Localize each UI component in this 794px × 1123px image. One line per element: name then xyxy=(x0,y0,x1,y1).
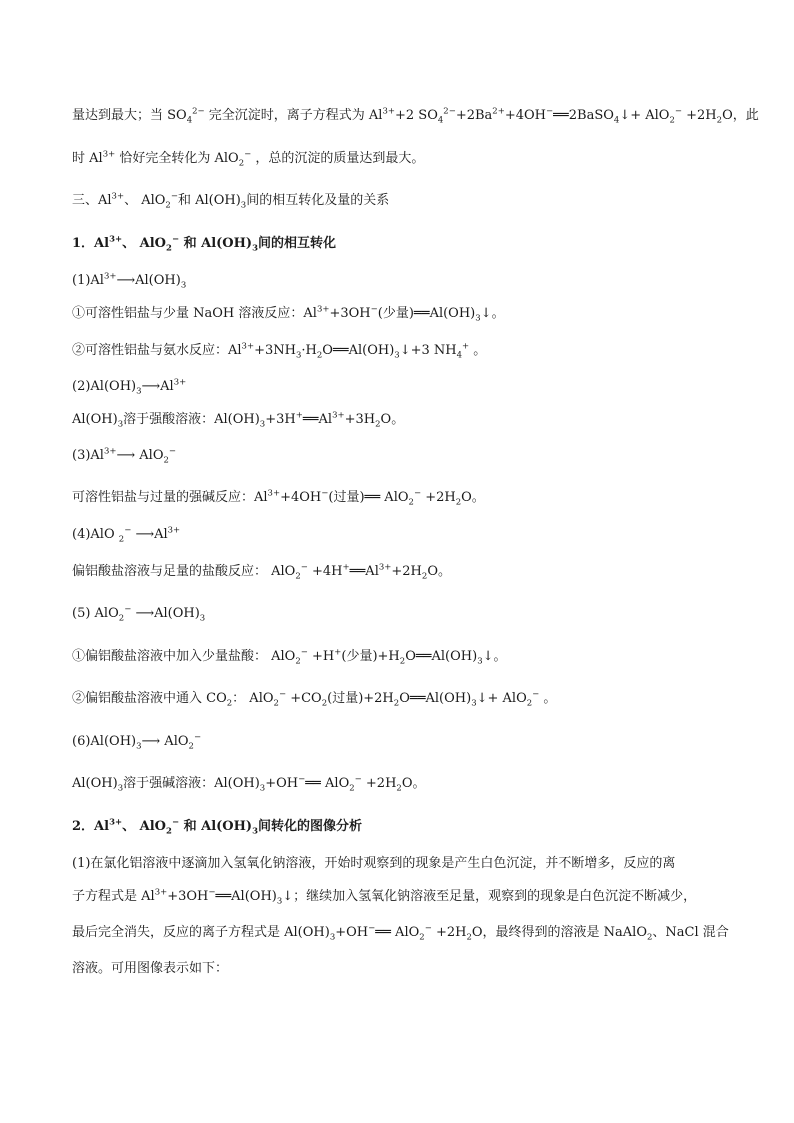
text-run: 量达到最大；当 SO xyxy=(72,108,187,123)
text-run: Al(OH) xyxy=(72,776,118,791)
text-run: +2H xyxy=(431,925,467,940)
text-line xyxy=(72,855,675,873)
text-run: (6)Al(OH) xyxy=(72,734,137,749)
text-run: 溶液。可用图像表示如下： xyxy=(72,961,229,976)
subscript: 2 xyxy=(316,350,323,361)
text-run: 间的相互转化及量的关系 xyxy=(246,193,390,208)
subscript: 3 xyxy=(477,656,483,667)
text-line xyxy=(72,733,201,751)
subscript: 2 xyxy=(669,115,675,126)
text-run: 完全沉淀时，离子方程式为 Al xyxy=(204,108,383,123)
superscript: 3+ xyxy=(316,304,330,315)
text-run: O══Al(OH) xyxy=(399,691,472,706)
superscript: − xyxy=(413,488,422,499)
text-run: (5) AlO xyxy=(72,606,119,621)
subscript: 3 xyxy=(295,350,302,361)
text-run: +4OH xyxy=(504,108,546,123)
subscript: 2 xyxy=(166,243,172,254)
subscript: 3 xyxy=(252,243,258,254)
superscript: 3+ xyxy=(382,106,395,117)
subscript: 3 xyxy=(259,783,266,794)
text-run: 。 xyxy=(539,691,557,706)
text-run: 间转化的图像分析 xyxy=(257,819,362,834)
text-line xyxy=(72,378,186,396)
text-run: (过量)══ AlO xyxy=(328,490,409,505)
subscript: 2 xyxy=(716,115,723,126)
subscript: 3 xyxy=(394,350,400,361)
text-run: +4OH xyxy=(280,490,322,505)
text-line xyxy=(72,192,389,210)
text-run: ，总的沉淀的质量达到最大。 xyxy=(251,151,425,166)
text-run: ↓+ AlO xyxy=(476,691,527,706)
text-run: ⟶ AlO xyxy=(141,734,189,749)
subscript: 2 xyxy=(118,613,125,624)
text-line xyxy=(72,342,486,360)
text-run: +2H xyxy=(391,564,422,579)
text-run: ══Al(OH) xyxy=(215,889,277,904)
text-run: ══ AlO xyxy=(375,925,420,940)
text-run: ⟶ AlO xyxy=(116,448,164,463)
subscript: 2 xyxy=(526,698,533,709)
text-line xyxy=(72,924,729,942)
subscript: 2 xyxy=(295,571,301,582)
text-run: ══Al xyxy=(302,412,333,427)
text-run: ⟶Al(OH) xyxy=(131,606,200,621)
subscript: 2 xyxy=(165,200,171,211)
text-run: (2)Al(OH) xyxy=(72,379,137,394)
superscript: + xyxy=(342,562,350,573)
superscript: 3+ xyxy=(103,446,117,457)
text-run: O。 xyxy=(427,564,451,579)
text-run: 最后完全消失，反应的离子方程式是 Al(OH) xyxy=(72,925,330,940)
subscript: 2 xyxy=(647,932,653,943)
text-run: ↓。 xyxy=(480,306,505,321)
subscript: 2 xyxy=(399,656,406,667)
superscript: − xyxy=(674,106,682,117)
subscript: 2 xyxy=(188,741,194,752)
text-run: (3)Al xyxy=(72,448,104,463)
text-run: ②可溶性铝盐与氨水反应：Al xyxy=(72,343,242,358)
text-run: +4H xyxy=(307,564,343,579)
text-run: +3NH xyxy=(254,343,296,358)
text-line xyxy=(72,107,759,125)
text-run: 恰好完全转化为 AlO xyxy=(115,151,239,166)
text-run: 、 AlO xyxy=(124,193,166,208)
superscript: − xyxy=(168,446,177,457)
superscript: 3+ xyxy=(173,377,187,388)
text-line xyxy=(72,563,451,581)
text-run: Al(OH) xyxy=(72,412,118,427)
section-heading xyxy=(72,818,362,836)
superscript: 2− xyxy=(192,106,205,117)
superscript: − xyxy=(124,604,132,615)
section-heading xyxy=(72,235,336,253)
text-run: 偏铝酸盐溶液与足量的盐酸反应： AlO xyxy=(72,564,296,579)
subscript: 3 xyxy=(136,386,142,397)
subscript: 2 xyxy=(421,571,428,582)
text-line xyxy=(72,605,205,623)
text-run: 间的相互转化 xyxy=(257,236,336,251)
text-run: ↓+3 NH xyxy=(399,343,457,358)
subscript: 2 xyxy=(396,783,402,794)
text-run: 可溶性铝盐与过量的强碱反应：Al xyxy=(72,490,268,505)
superscript: 3+ xyxy=(267,488,281,499)
text-run: +2H xyxy=(421,490,456,505)
text-run: ⟶Al xyxy=(141,379,174,394)
text-run: +2H xyxy=(682,108,717,123)
text-run: O══Al(OH) xyxy=(322,343,395,358)
subscript: 2 xyxy=(349,783,355,794)
text-run: 、 AlO xyxy=(122,819,167,834)
superscript: − xyxy=(171,817,180,828)
superscript: 2+ xyxy=(492,106,505,117)
text-line xyxy=(72,526,180,544)
subscript: 3 xyxy=(329,932,336,943)
superscript: + xyxy=(334,647,342,658)
text-run: O。 xyxy=(401,776,426,791)
text-run: +OH xyxy=(265,776,299,791)
superscript: − xyxy=(300,647,308,658)
text-run: (少量)+H xyxy=(341,649,400,664)
superscript: 3+ xyxy=(154,887,168,898)
superscript: 3+ xyxy=(378,562,392,573)
text-line xyxy=(72,690,556,708)
text-run: O══Al(OH) xyxy=(405,649,478,664)
text-run: 和 Al(OH) xyxy=(179,819,253,834)
superscript: − xyxy=(368,923,376,934)
subscript: 3 xyxy=(471,698,477,709)
text-run: +H xyxy=(307,649,335,664)
text-run: +2Ba xyxy=(455,108,493,123)
superscript: − xyxy=(354,774,362,785)
text-run: ↓+ AlO xyxy=(619,108,670,123)
text-run: 。 xyxy=(469,343,487,358)
superscript: − xyxy=(532,689,540,700)
superscript: 3+ xyxy=(102,149,116,160)
subscript: 3 xyxy=(276,896,283,907)
text-run: +CO xyxy=(286,691,322,706)
subscript: 4 xyxy=(186,115,193,126)
superscript: 3+ xyxy=(167,525,181,536)
subscript: 2 xyxy=(166,826,172,837)
subscript: 4 xyxy=(613,115,620,126)
text-run: O，最终得到的溶液是 NaAlO xyxy=(471,925,647,940)
text-run: (少量)══Al(OH) xyxy=(377,306,476,321)
text-run: 溶于强酸溶液：Al(OH) xyxy=(123,412,260,427)
text-line xyxy=(72,272,186,290)
superscript: − xyxy=(278,689,287,700)
superscript: 2− xyxy=(443,106,456,117)
text-run: ⟶Al xyxy=(131,527,168,542)
text-run: (过量)+2H xyxy=(327,691,394,706)
text-run: 和 Al(OH) xyxy=(179,236,253,251)
superscript: 3+ xyxy=(241,341,255,352)
text-run: 子方程式是 Al xyxy=(72,889,155,904)
text-line xyxy=(72,447,176,465)
subscript: 3 xyxy=(180,280,187,291)
text-run: +3H xyxy=(265,412,296,427)
superscript: − xyxy=(244,149,252,160)
text-line xyxy=(72,960,228,978)
text-run: +3OH xyxy=(167,889,209,904)
text-run: +2H xyxy=(361,776,397,791)
superscript: 3+ xyxy=(109,817,123,828)
text-run: ↓。 xyxy=(482,649,507,664)
subscript: 2 xyxy=(375,419,381,430)
text-run: 溶于强碱溶液：Al(OH) xyxy=(123,776,260,791)
subscript: 2 xyxy=(295,656,301,667)
text-run: ══2BaSO xyxy=(553,108,614,123)
text-run: 三、Al xyxy=(72,193,112,208)
subscript: 2 xyxy=(238,158,245,169)
subscript: 4 xyxy=(437,115,444,126)
text-line xyxy=(72,888,696,906)
text-run: 时 Al xyxy=(72,151,103,166)
superscript: − xyxy=(170,191,178,202)
subscript: 2 xyxy=(321,698,328,709)
superscript: − xyxy=(321,488,329,499)
superscript: − xyxy=(424,923,432,934)
subscript: 2 xyxy=(408,497,414,508)
text-run: +3OH xyxy=(329,306,371,321)
subscript: 2 xyxy=(118,534,125,545)
superscript: 3+ xyxy=(109,234,123,245)
text-run: ══ AlO xyxy=(305,776,350,791)
subscript: 2 xyxy=(226,698,233,709)
superscript: 3+ xyxy=(103,271,117,282)
text-run: ①偏铝酸盐溶液中加入少量盐酸： AlO xyxy=(72,649,296,664)
text-run: 1．Al xyxy=(72,236,110,251)
text-run: ↓；继续加入氢氧化钠溶液至足量，观察到的现象是白色沉淀不断减少， xyxy=(282,889,697,904)
text-run: ②偏铝酸盐溶液中通入 CO xyxy=(72,691,227,706)
superscript: + xyxy=(295,410,303,421)
text-run: +2 SO xyxy=(395,108,438,123)
subscript: 3 xyxy=(117,783,124,794)
text-run: O。 xyxy=(461,490,485,505)
text-line xyxy=(72,150,424,168)
text-run: ： AlO xyxy=(232,691,274,706)
text-run: ·H xyxy=(301,343,317,358)
superscript: − xyxy=(171,234,180,245)
superscript: − xyxy=(300,562,308,573)
text-run: O。 xyxy=(380,412,405,427)
superscript: − xyxy=(298,774,306,785)
subscript: 3 xyxy=(252,826,258,837)
subscript: 2 xyxy=(273,698,279,709)
text-run: (4)AlO xyxy=(72,527,119,542)
superscript: − xyxy=(124,525,132,536)
text-run: 和 Al(OH) xyxy=(177,193,241,208)
subscript: 3 xyxy=(199,613,206,624)
text-run: O，此 xyxy=(722,108,759,123)
text-run: 、 AlO xyxy=(122,236,167,251)
subscript: 2 xyxy=(466,932,472,943)
subscript: 3 xyxy=(259,419,266,430)
superscript: − xyxy=(370,304,378,315)
text-run: 、NaCl 混合 xyxy=(652,925,729,940)
text-run: +OH xyxy=(335,925,369,940)
superscript: − xyxy=(193,732,202,743)
text-line xyxy=(72,489,485,507)
subscript: 2 xyxy=(419,932,425,943)
text-run: +3H xyxy=(344,412,376,427)
text-run: 2．Al xyxy=(72,819,110,834)
text-run: (1)在氯化铝溶液中逐滴加入氢氧化钠溶液，开始时观察到的现象是产生白色沉淀，并不断增多，反应的离 xyxy=(72,856,676,871)
text-line xyxy=(72,648,507,666)
text-line xyxy=(72,305,505,323)
superscript: − xyxy=(545,106,554,117)
subscript: 3 xyxy=(240,200,247,211)
text-run: ⟶Al(OH) xyxy=(116,273,181,288)
text-run: (1)Al xyxy=(72,273,104,288)
superscript: + xyxy=(462,341,470,352)
text-run: ══Al xyxy=(349,564,379,579)
subscript: 3 xyxy=(117,419,124,430)
superscript: 3+ xyxy=(111,191,125,202)
text-line xyxy=(72,411,404,429)
superscript: − xyxy=(208,887,216,898)
subscript: 2 xyxy=(455,497,462,508)
subscript: 3 xyxy=(475,313,481,324)
subscript: 2 xyxy=(393,698,400,709)
subscript: 3 xyxy=(136,741,142,752)
text-line xyxy=(72,775,426,793)
subscript: 4 xyxy=(456,350,463,361)
subscript: 2 xyxy=(163,455,169,466)
text-run: ①可溶性铝盐与少量 NaOH 溶液反应：Al xyxy=(72,306,317,321)
superscript: 3+ xyxy=(332,410,345,421)
